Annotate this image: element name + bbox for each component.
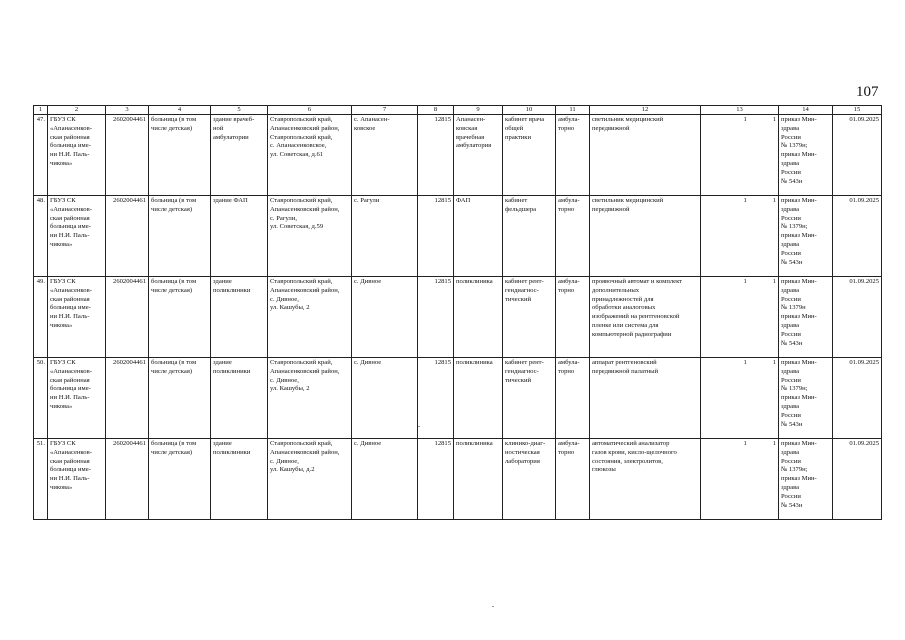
cell-line: с. Дивное, xyxy=(270,295,299,303)
cell-line: амбула- xyxy=(558,359,580,366)
cell-line: кабинет xyxy=(505,197,528,204)
cell-line: поликлиника xyxy=(456,359,493,366)
subdivision-cell xyxy=(454,196,503,277)
cell-line: «Апанасенков- xyxy=(50,286,92,294)
col-header: 15 xyxy=(833,106,882,115)
facility-type-cell xyxy=(149,439,211,520)
quantity-cell xyxy=(701,277,779,358)
cell-line: ГБУЗ СК xyxy=(50,359,76,366)
cell-line: здрава xyxy=(781,124,800,132)
cell-line: амбула- xyxy=(558,440,580,447)
cell-line: обработки аналоговых xyxy=(592,304,656,312)
cell-line: больница име- xyxy=(50,223,91,231)
col-header: 2 xyxy=(48,106,106,115)
date-cell: 01.09.2025 xyxy=(833,277,882,358)
quantity-value: 1 xyxy=(743,440,747,447)
subdivision-cell xyxy=(454,277,503,358)
cell-line: ностическая xyxy=(505,448,540,456)
cell-line: России xyxy=(781,133,801,141)
cell-line: Апанасен- xyxy=(456,116,486,123)
cell-line: тический xyxy=(505,295,532,303)
subdivision-cell xyxy=(454,358,503,439)
locality-cell xyxy=(352,196,418,277)
cell-line: здание ФАП xyxy=(213,197,248,204)
cell-line: практики xyxy=(505,133,532,141)
date-cell: 01.09.2025 xyxy=(833,196,882,277)
cell-line: здрава xyxy=(781,159,800,167)
cell-line: № 1379н; xyxy=(781,385,808,393)
table-row xyxy=(34,277,882,358)
equipment-cell xyxy=(590,115,701,196)
cabinet-cell xyxy=(503,358,556,439)
cell-line: приказ Мин- xyxy=(781,359,817,366)
care-mode-cell xyxy=(556,115,590,196)
cell-line: чикова» xyxy=(50,321,73,329)
cell-line: больница име- xyxy=(50,304,91,312)
cell-line: чикова» xyxy=(50,402,73,410)
cabinet-cell xyxy=(503,277,556,358)
date-cell: 01.09.2025 xyxy=(833,115,882,196)
code-cell: 12815 xyxy=(418,115,454,196)
table-row xyxy=(34,358,882,439)
cell-line: больница име- xyxy=(50,466,91,474)
row-number-cell: 49. xyxy=(34,277,48,358)
quantity-value-2: 1 xyxy=(772,278,776,285)
locality-cell xyxy=(352,277,418,358)
cell-line: больница (в том xyxy=(151,440,197,447)
quantity-cell xyxy=(701,115,779,196)
equipment-cell xyxy=(590,439,701,520)
cell-line: изображений на рентгеновской xyxy=(592,313,680,321)
quantity-value: 1 xyxy=(743,359,747,366)
cell-line: амбула- xyxy=(558,197,580,204)
cell-line: с. Дивное xyxy=(354,278,382,285)
cell-line: автоматический анализатор xyxy=(592,440,670,447)
cell-line: приказ Мин- xyxy=(781,197,817,204)
cell-line: № 1379н; xyxy=(781,466,808,474)
building-cell xyxy=(211,358,268,439)
cell-line: здание xyxy=(213,359,232,366)
date-cell: 01.09.2025 xyxy=(833,358,882,439)
cell-line: гендиагнос- xyxy=(505,286,539,294)
cell-line: приказ Мин- xyxy=(781,475,817,483)
row-number-cell: 47. xyxy=(34,115,48,196)
order-cell xyxy=(779,439,833,520)
cell-line: Апанасенковский район, xyxy=(270,448,340,456)
col-header: 3 xyxy=(106,106,149,115)
scan-speck xyxy=(418,426,420,427)
col-header: 14 xyxy=(779,106,833,115)
cell-line: приказ Мин- xyxy=(781,394,817,402)
cell-line: светильник медицинский xyxy=(592,116,664,123)
cell-line: больница (в том xyxy=(151,116,197,123)
col-header: 11 xyxy=(556,106,590,115)
cell-line: ГБУЗ СК xyxy=(50,440,76,447)
cell-line: № 1379н; xyxy=(781,142,808,150)
cell-line: чикова» xyxy=(50,240,73,248)
cell-line: торно xyxy=(558,448,575,456)
code-cell: 12815 xyxy=(418,439,454,520)
cell-line: России xyxy=(781,457,801,465)
cell-line: здрава xyxy=(781,448,800,456)
cell-line: № 543н xyxy=(781,258,803,266)
cell-line: приказ Мин- xyxy=(781,313,817,321)
cell-line: числе детская) xyxy=(151,367,193,375)
scan-speck xyxy=(492,606,494,607)
cell-line: дополнительных xyxy=(592,286,640,294)
cell-line: торно xyxy=(558,205,575,213)
cell-line: здрава xyxy=(781,240,800,248)
cell-line: ни Н.И. Паль- xyxy=(50,151,90,159)
cell-line: № 543н xyxy=(781,420,803,428)
cell-line: России xyxy=(781,411,801,419)
cell-line: ни Н.И. Паль- xyxy=(50,475,90,483)
equipment-cell xyxy=(590,358,701,439)
cell-line: ул. Кашубы, д.2 xyxy=(270,466,315,474)
inn-cell: 2602004461 xyxy=(106,196,149,277)
col-header: 12 xyxy=(590,106,701,115)
cell-line: «Апанасенков- xyxy=(50,448,92,456)
cell-line: приказ Мин- xyxy=(781,151,817,159)
organization-cell xyxy=(48,358,106,439)
code-cell: 12815 xyxy=(418,277,454,358)
cabinet-cell xyxy=(503,439,556,520)
facility-type-cell xyxy=(149,277,211,358)
page-number: 107 xyxy=(856,84,879,100)
cell-line: гендиагнос- xyxy=(505,367,539,375)
row-number-cell: 50. xyxy=(34,358,48,439)
col-header: 4 xyxy=(149,106,211,115)
cell-line: с. Апанасенковское, xyxy=(270,142,327,150)
cell-line: больница име- xyxy=(50,142,91,150)
cell-line: ская районная xyxy=(50,295,90,303)
cell-line: больница (в том xyxy=(151,359,197,366)
cell-line: ул. Кашубы, 2 xyxy=(270,385,310,393)
cell-line: ская районная xyxy=(50,457,90,465)
cell-line: ул. Советская, д.61 xyxy=(270,151,324,159)
equipment-cell xyxy=(590,277,701,358)
cell-line: торно xyxy=(558,124,575,132)
cell-line: числе детская) xyxy=(151,286,193,294)
cell-line: чикова» xyxy=(50,159,73,167)
cell-line: Ставропольский край, xyxy=(270,197,333,204)
cell-line: ной xyxy=(213,124,224,132)
building-cell xyxy=(211,439,268,520)
cell-line: Апанасенковский район, xyxy=(270,367,340,375)
cell-line: № 1379н; xyxy=(781,223,808,231)
cell-line: ская районная xyxy=(50,214,90,222)
cell-line: амбула- xyxy=(558,116,580,123)
cell-line: амбулатория xyxy=(456,142,492,150)
facility-type-cell xyxy=(149,115,211,196)
cell-line: торно xyxy=(558,286,575,294)
cell-line: поликлиники xyxy=(213,367,251,375)
cell-line: приказ Мин- xyxy=(781,116,817,123)
locality-cell xyxy=(352,439,418,520)
cell-line: светильник медицинский xyxy=(592,197,664,204)
inn-cell: 2602004461 xyxy=(106,277,149,358)
address-cell xyxy=(268,358,352,439)
cell-line: принадлежностей для xyxy=(592,295,654,303)
cell-line: здрава xyxy=(781,402,800,410)
cell-line: с. Дивное, xyxy=(270,376,299,384)
cell-line: Апанасенковский район, xyxy=(270,205,340,213)
cell-line: поликлиники xyxy=(213,448,251,456)
cell-line: здание врачеб- xyxy=(213,116,255,123)
cell-line: здрава xyxy=(781,483,800,491)
quantity-cell xyxy=(701,439,779,520)
equipment-registry-table xyxy=(33,105,882,520)
cell-line: с. Апанасен- xyxy=(354,116,390,123)
code-cell: 12815 xyxy=(418,358,454,439)
cell-line: № 543н xyxy=(781,177,803,185)
cell-line: Ставропольский край, xyxy=(270,116,333,123)
cell-line: газов крови, кисло-щелочного xyxy=(592,448,677,456)
cell-line: России xyxy=(781,492,801,500)
cell-line: России xyxy=(781,376,801,384)
cell-line: больница (в том xyxy=(151,197,197,204)
table-row xyxy=(34,439,882,520)
quantity-value-2: 1 xyxy=(772,197,776,204)
cell-line: ФАП xyxy=(456,197,471,204)
inn-cell: 2602004461 xyxy=(106,115,149,196)
inn-cell: 2602004461 xyxy=(106,439,149,520)
cell-line: с. Рагули xyxy=(354,197,380,204)
cell-line: России xyxy=(781,249,801,257)
quantity-value: 1 xyxy=(743,197,747,204)
subdivision-cell xyxy=(454,115,503,196)
cell-line: ни Н.И. Паль- xyxy=(50,394,90,402)
cell-line: амбулатории xyxy=(213,133,249,141)
col-header: 6 xyxy=(268,106,352,115)
care-mode-cell xyxy=(556,277,590,358)
cell-line: здрава xyxy=(781,205,800,213)
quantity-value: 1 xyxy=(743,116,747,123)
col-header: 1 xyxy=(34,106,48,115)
cell-line: ни Н.И. Паль- xyxy=(50,313,90,321)
row-number-cell: 51. xyxy=(34,439,48,520)
quantity-cell xyxy=(701,358,779,439)
organization-cell xyxy=(48,277,106,358)
cell-line: с. Дивное xyxy=(354,440,382,447)
cell-line: глюкозы xyxy=(592,466,616,474)
subdivision-cell xyxy=(454,439,503,520)
cell-line: «Апанасенков- xyxy=(50,124,92,132)
order-cell xyxy=(779,115,833,196)
cell-line: с. Рагули, xyxy=(270,214,297,222)
cell-line: торно xyxy=(558,367,575,375)
organization-cell xyxy=(48,439,106,520)
care-mode-cell xyxy=(556,196,590,277)
cell-line: России xyxy=(781,295,801,303)
cell-line: ул. Советская, д.59 xyxy=(270,223,324,231)
address-cell xyxy=(268,277,352,358)
cell-line: здрава xyxy=(781,321,800,329)
organization-cell xyxy=(48,196,106,277)
cell-line: ни Н.И. Паль- xyxy=(50,232,90,240)
cell-line: кабинет врача xyxy=(505,116,545,123)
care-mode-cell xyxy=(556,439,590,520)
col-header: 8 xyxy=(418,106,454,115)
cell-line: кабинет рент- xyxy=(505,359,544,366)
building-cell xyxy=(211,277,268,358)
cell-line: поликлиника xyxy=(456,440,493,447)
cell-line: № 543н xyxy=(781,501,803,509)
cell-line: ГБУЗ СК xyxy=(50,278,76,285)
cell-line: № 1379н xyxy=(781,304,806,312)
cell-line: врачебная xyxy=(456,133,485,141)
code-cell: 12815 xyxy=(418,196,454,277)
quantity-value: 1 xyxy=(743,278,747,285)
column-number-row xyxy=(34,106,882,115)
cabinet-cell xyxy=(503,115,556,196)
cell-line: Ставропольский край, xyxy=(270,133,333,141)
col-header: 7 xyxy=(352,106,418,115)
address-cell xyxy=(268,196,352,277)
locality-cell xyxy=(352,358,418,439)
cell-line: ул. Кашубы, 2 xyxy=(270,304,310,312)
order-cell xyxy=(779,196,833,277)
cell-line: чикова» xyxy=(50,483,73,491)
cell-line: ГБУЗ СК xyxy=(50,197,76,204)
cell-line: с. Дивное, xyxy=(270,457,299,465)
cell-line: здание xyxy=(213,278,232,285)
cell-line: больница име- xyxy=(50,385,91,393)
cell-line: фельдшера xyxy=(505,205,537,213)
order-cell xyxy=(779,277,833,358)
cell-line: ГБУЗ СК xyxy=(50,116,76,123)
table-row xyxy=(34,196,882,277)
quantity-cell xyxy=(701,196,779,277)
cell-line: числе детская) xyxy=(151,124,193,132)
date-cell: 01.09.2025 xyxy=(833,439,882,520)
equipment-cell xyxy=(590,196,701,277)
cell-line: общей xyxy=(505,124,524,132)
cell-line: состояния, электролитов, xyxy=(592,457,663,465)
cell-line: кабинет рент- xyxy=(505,278,544,285)
cell-line: здание xyxy=(213,440,232,447)
cell-line: передвижной xyxy=(592,124,630,132)
quantity-value-2: 1 xyxy=(772,440,776,447)
cell-line: ская районная xyxy=(50,133,90,141)
locality-cell xyxy=(352,115,418,196)
care-mode-cell xyxy=(556,358,590,439)
col-header: 10 xyxy=(503,106,556,115)
cell-line: России xyxy=(781,168,801,176)
building-cell xyxy=(211,115,268,196)
cell-line: аппарат рентгеновский xyxy=(592,359,657,366)
cell-line: Ставропольский край, xyxy=(270,359,333,366)
cell-line: «Апанасенков- xyxy=(50,205,92,213)
cell-line: больница (в том xyxy=(151,278,197,285)
facility-type-cell xyxy=(149,196,211,277)
cell-line: приказ Мин- xyxy=(781,232,817,240)
facility-type-cell xyxy=(149,358,211,439)
address-cell xyxy=(268,115,352,196)
cell-line: компьютерной радиографии xyxy=(592,330,672,338)
cell-line: ская районная xyxy=(50,376,90,384)
cell-line: поликлиники xyxy=(213,286,251,294)
quantity-value-2: 1 xyxy=(772,116,776,123)
organization-cell xyxy=(48,115,106,196)
cell-line: поликлиника xyxy=(456,278,493,285)
col-header: 5 xyxy=(211,106,268,115)
cell-line: Апанасенковский район, xyxy=(270,124,340,132)
cell-line: с. Дивное xyxy=(354,359,382,366)
cell-line: пленке или система для xyxy=(592,321,659,329)
cell-line: здрава xyxy=(781,286,800,294)
cabinet-cell xyxy=(503,196,556,277)
table-row xyxy=(34,115,882,196)
row-number-cell: 48. xyxy=(34,196,48,277)
order-cell xyxy=(779,358,833,439)
cell-line: приказ Мин- xyxy=(781,440,817,447)
address-cell xyxy=(268,439,352,520)
cell-line: числе детская) xyxy=(151,448,193,456)
cell-line: приказ Мин- xyxy=(781,278,817,285)
cell-line: числе детская) xyxy=(151,205,193,213)
cell-line: передвижной xyxy=(592,205,630,213)
cell-line: Ставропольский край, xyxy=(270,278,333,285)
cell-line: проявочный автомат и комплект xyxy=(592,278,683,285)
cell-line: здрава xyxy=(781,367,800,375)
inn-cell: 2602004461 xyxy=(106,358,149,439)
cell-line: № 543н xyxy=(781,339,803,347)
cell-line: ковская xyxy=(456,124,478,132)
cell-line: клинико-диаг- xyxy=(505,440,546,447)
col-header: 13 xyxy=(701,106,779,115)
cell-line: «Апанасенков- xyxy=(50,367,92,375)
cell-line: России xyxy=(781,330,801,338)
cell-line: передвижной палатный xyxy=(592,367,659,375)
cell-line: амбула- xyxy=(558,278,580,285)
quantity-value-2: 1 xyxy=(772,359,776,366)
cell-line: тический xyxy=(505,376,532,384)
cell-line: России xyxy=(781,214,801,222)
col-header: 9 xyxy=(454,106,503,115)
cell-line: лаборатория xyxy=(505,457,540,465)
cell-line: Ставропольский край, xyxy=(270,440,333,447)
building-cell xyxy=(211,196,268,277)
cell-line: ковское xyxy=(354,124,376,132)
cell-line: Апанасенковский район, xyxy=(270,286,340,294)
